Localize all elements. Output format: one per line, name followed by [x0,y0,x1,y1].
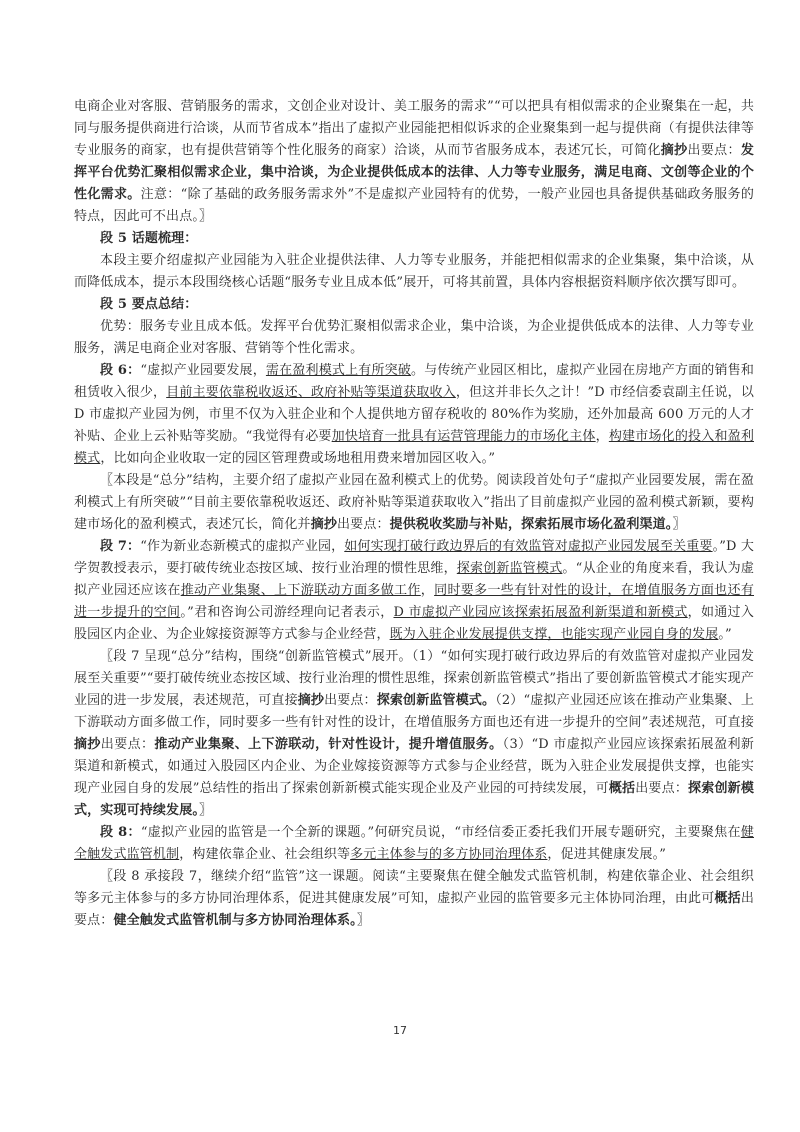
n7-run: （3）“D 市虚拟产业园应该探索拓展盈利新渠道和新模式，如通过入股园区内企业、为企业嫁接资源等方式参与企业经营，既为入驻企业发展提供支撑，也能实现产业园自身的发展”总结性的指出了探索创新新模式能实现企业及产业园的可持续发展，可 [74,737,755,796]
p1-run: 摘抄 [660,143,688,158]
p8-run: 多元主体参与的多方协同治理体系 [350,847,548,862]
p6-run: ，比如向企业收取一定的园区管理费或场地租用费来增加园区收入。” [100,451,496,466]
p1-run: 电商企业对客服、营销服务的需求，文创企业对设计、美工服务的需求”“可以把具有相似需求的企业聚集在一起，共同与服务提供商进行洽谈，从而节省成本”指出了虚拟产业园能把相似诉求的企业聚集到一起与提供商（有提供法律等专业服务的商家，也有提供营销等个性化服务的商家）洽谈，从而节省服务成本，表述冗长，可简化 [74,99,754,158]
note-7 [74,646,754,822]
n8-run: 〖段 8 承接段 7，继续介绍“监管”这一课题。阅读“主要聚焦在健全触发式监管机制，构建依靠企业、社会组织等多元主体参与的多方协同治理体系，促进其健康发展”可知，虚拟产业园的监管要多元主体协同治理，由此可 [74,869,754,906]
n7-run: 推动产业集聚、上下游联动，针对性设计，提升增值服务。 [154,737,503,752]
n8-run: 出要点： [74,891,754,928]
p6-run: 段 6： [100,363,141,378]
p7-run: 。”D 大学贺教授表示，要打破传统业态按区域、按行业治理的惯性思维， [74,539,755,576]
n8-run: 健全触发式监管机制与多方协同治理体系。 [113,913,357,928]
n6-run: 摘抄 [310,517,338,532]
p7-run: 。”君和咨询公司游经理向记者表示， [180,605,394,620]
p8-run: ，构建依靠企业、社会组织等 [179,847,351,862]
n7-run: 出要点： [324,693,377,708]
n8-run: 〗 [356,913,370,928]
heading-5-topic: 段 5 话题梳理： [100,231,198,246]
p7-run: 如何实现打破行政边界后的有效监管对虚拟产业园发展至关重要 [344,539,713,554]
p6-run: 目前主要依靠税收返还、政府补贴等渠道获取收入 [166,385,456,400]
note-6 [74,470,754,536]
p1-run: 出要点： [687,143,741,158]
p7-run: 。“从企业的角度来看，我认为虚拟产业园还应该在 [74,561,754,598]
n7-run: 出要点： [635,781,689,796]
p7-run: 同时要多一些有针对性的设计，在增值服务方面也还有进一步提升的空间 [74,583,755,620]
n6-run: 出要点： [337,517,390,532]
paragraph-6 [74,360,754,470]
n7-run: 探索创新模式，实现可持续发展。 [74,781,754,818]
n7-run: 摘抄 [74,737,101,752]
heading-5-summary: 段 5 要点总结： [100,297,198,312]
p7-run: 段 7： [100,539,141,554]
n7-run: 出要点： [100,737,155,752]
paragraph-5-topic: 本段主要介绍虚拟产业园能为入驻企业提供法律、人力等专业服务，并能把相似需求的企业集聚，集中洽谈，从而降低成本，提示本段围绕核心话题“服务专业且成本低”展开，可将其前置，具体内容根据资料顺序依次撰写即可。 [74,253,754,290]
p6-run: ， [595,429,609,444]
n7-run: 探索创新监管模式。 [376,693,496,708]
p6-run: 构建市场化的投入和盈利模式 [74,429,754,466]
n6-run: 〖本段是“总分”结构，主要介绍了虚拟产业园在盈利模式上的优势。阅读段首处句子“虚拟产业园要发展，需在盈利模式上有所突破”“目前主要依靠税收返还、政府补贴等渠道获取收入”指出了目前虚拟产业园的盈利模式新颖，要构建市场化的盈利模式，表述冗长，简化并 [74,473,754,532]
paragraph-5-summary: 优势：服务专业且成本低。发挥平台优势汇聚相似需求企业，集中洽谈，为企业提供低成本的法律、人力等专业服务，满足电商企业对客服、营销等个性化需求。 [74,319,754,356]
p6-run: “虚拟产业园要发展， [140,363,266,378]
note-8 [74,866,754,932]
n7-run: 〖段 7 呈现“总分”结构，围绕“创新监管模式”展开。（1）“如何实现打破行政边界后的有效监管对虚拟产业园发展至关重要”“要打破传统业态按区域、按行业治理的惯性思维，探索创新监管模式”指出了要创新监管模式才能实现产业园的进一步发展，表述规范，可直接 [74,649,754,708]
p7-run: ， [420,583,435,598]
paragraph-7 [74,536,754,646]
paragraph-5-analysis [74,96,754,228]
p7-run: “作为新业态新模式的虚拟产业园， [140,539,345,554]
p7-run: 推动产业集聚、上下游联动方面多做工作 [180,583,421,598]
p8-run: 段 8： [100,825,141,840]
p6-run: 需在盈利模式上有所突破 [265,363,412,378]
paragraph-8 [74,822,754,866]
p6-run: ，但这并非长久之计！”D 市经信委袁副主任说，以 D 市虚拟产业园为例，市里不仅为入驻企业和个人提供地方留存税收的 80%作为奖励，还外加最高 600 万元的人才补贴、企业上云补贴等奖励。“我觉得有必要 [74,385,754,444]
page-number: 17 [393,1024,407,1037]
p1-run: 注意：“除了基础的政务服务需求外”不是虚拟产业园特有的优势，一般产业园也具备提供基础政务服务的特点，因此可不出点。〗 [74,187,754,224]
p7-run: 既为入驻企业发展提供支撑，也能实现产业园自身的发展 [389,627,719,642]
p7-run: 探索创新监管模式 [456,561,563,576]
p8-run: ，促进其健康发展。” [547,847,667,862]
n6-run: 提供税收奖励与补贴，探索拓展市场化盈利渠道。 [389,517,673,532]
n7-run: 〗 [199,803,213,818]
p7-run: ，如通过入股园区内企业、为企业嫁接资源等方式参与企业经营， [74,605,754,642]
n7-run: 摘抄 [297,693,325,708]
n7-run: （2）“虚拟产业园还应该在推动产业集聚、上下游联动方面多做工作，同时要多一些有针对性的设计，在增值服务方面也还有进一步提升的空间”表述规范，可直接 [74,693,754,730]
n8-run: 概括 [714,891,741,906]
n6-run: 〗 [672,517,686,532]
p8-run: “虚拟产业园的监管是一个全新的课题。”何研究员说，“市经信委正委托我们开展专题研究，主要聚焦在 [140,825,741,840]
document-body [74,96,754,932]
p7-run: 。” [718,627,732,642]
n7-run: 概括 [608,781,636,796]
p1-run: 发挥平台优势汇聚相似需求企业，集中洽谈，为企业提供低成本的法律、人力等专业服务，满足电商、文创等企业的个性化需求。 [74,143,754,202]
p6-run: 加快培育一批具有运营管理能力的市场化主体 [331,429,596,444]
p8-run: 健全触发式监管机制 [74,825,754,862]
p7-run: D 市虚拟产业园应该探索拓展盈利新渠道和新模式 [393,605,688,620]
p6-run: 。与传统产业园区相比，虚拟产业园在房地产方面的销售和租赁收入很少， [74,363,755,400]
